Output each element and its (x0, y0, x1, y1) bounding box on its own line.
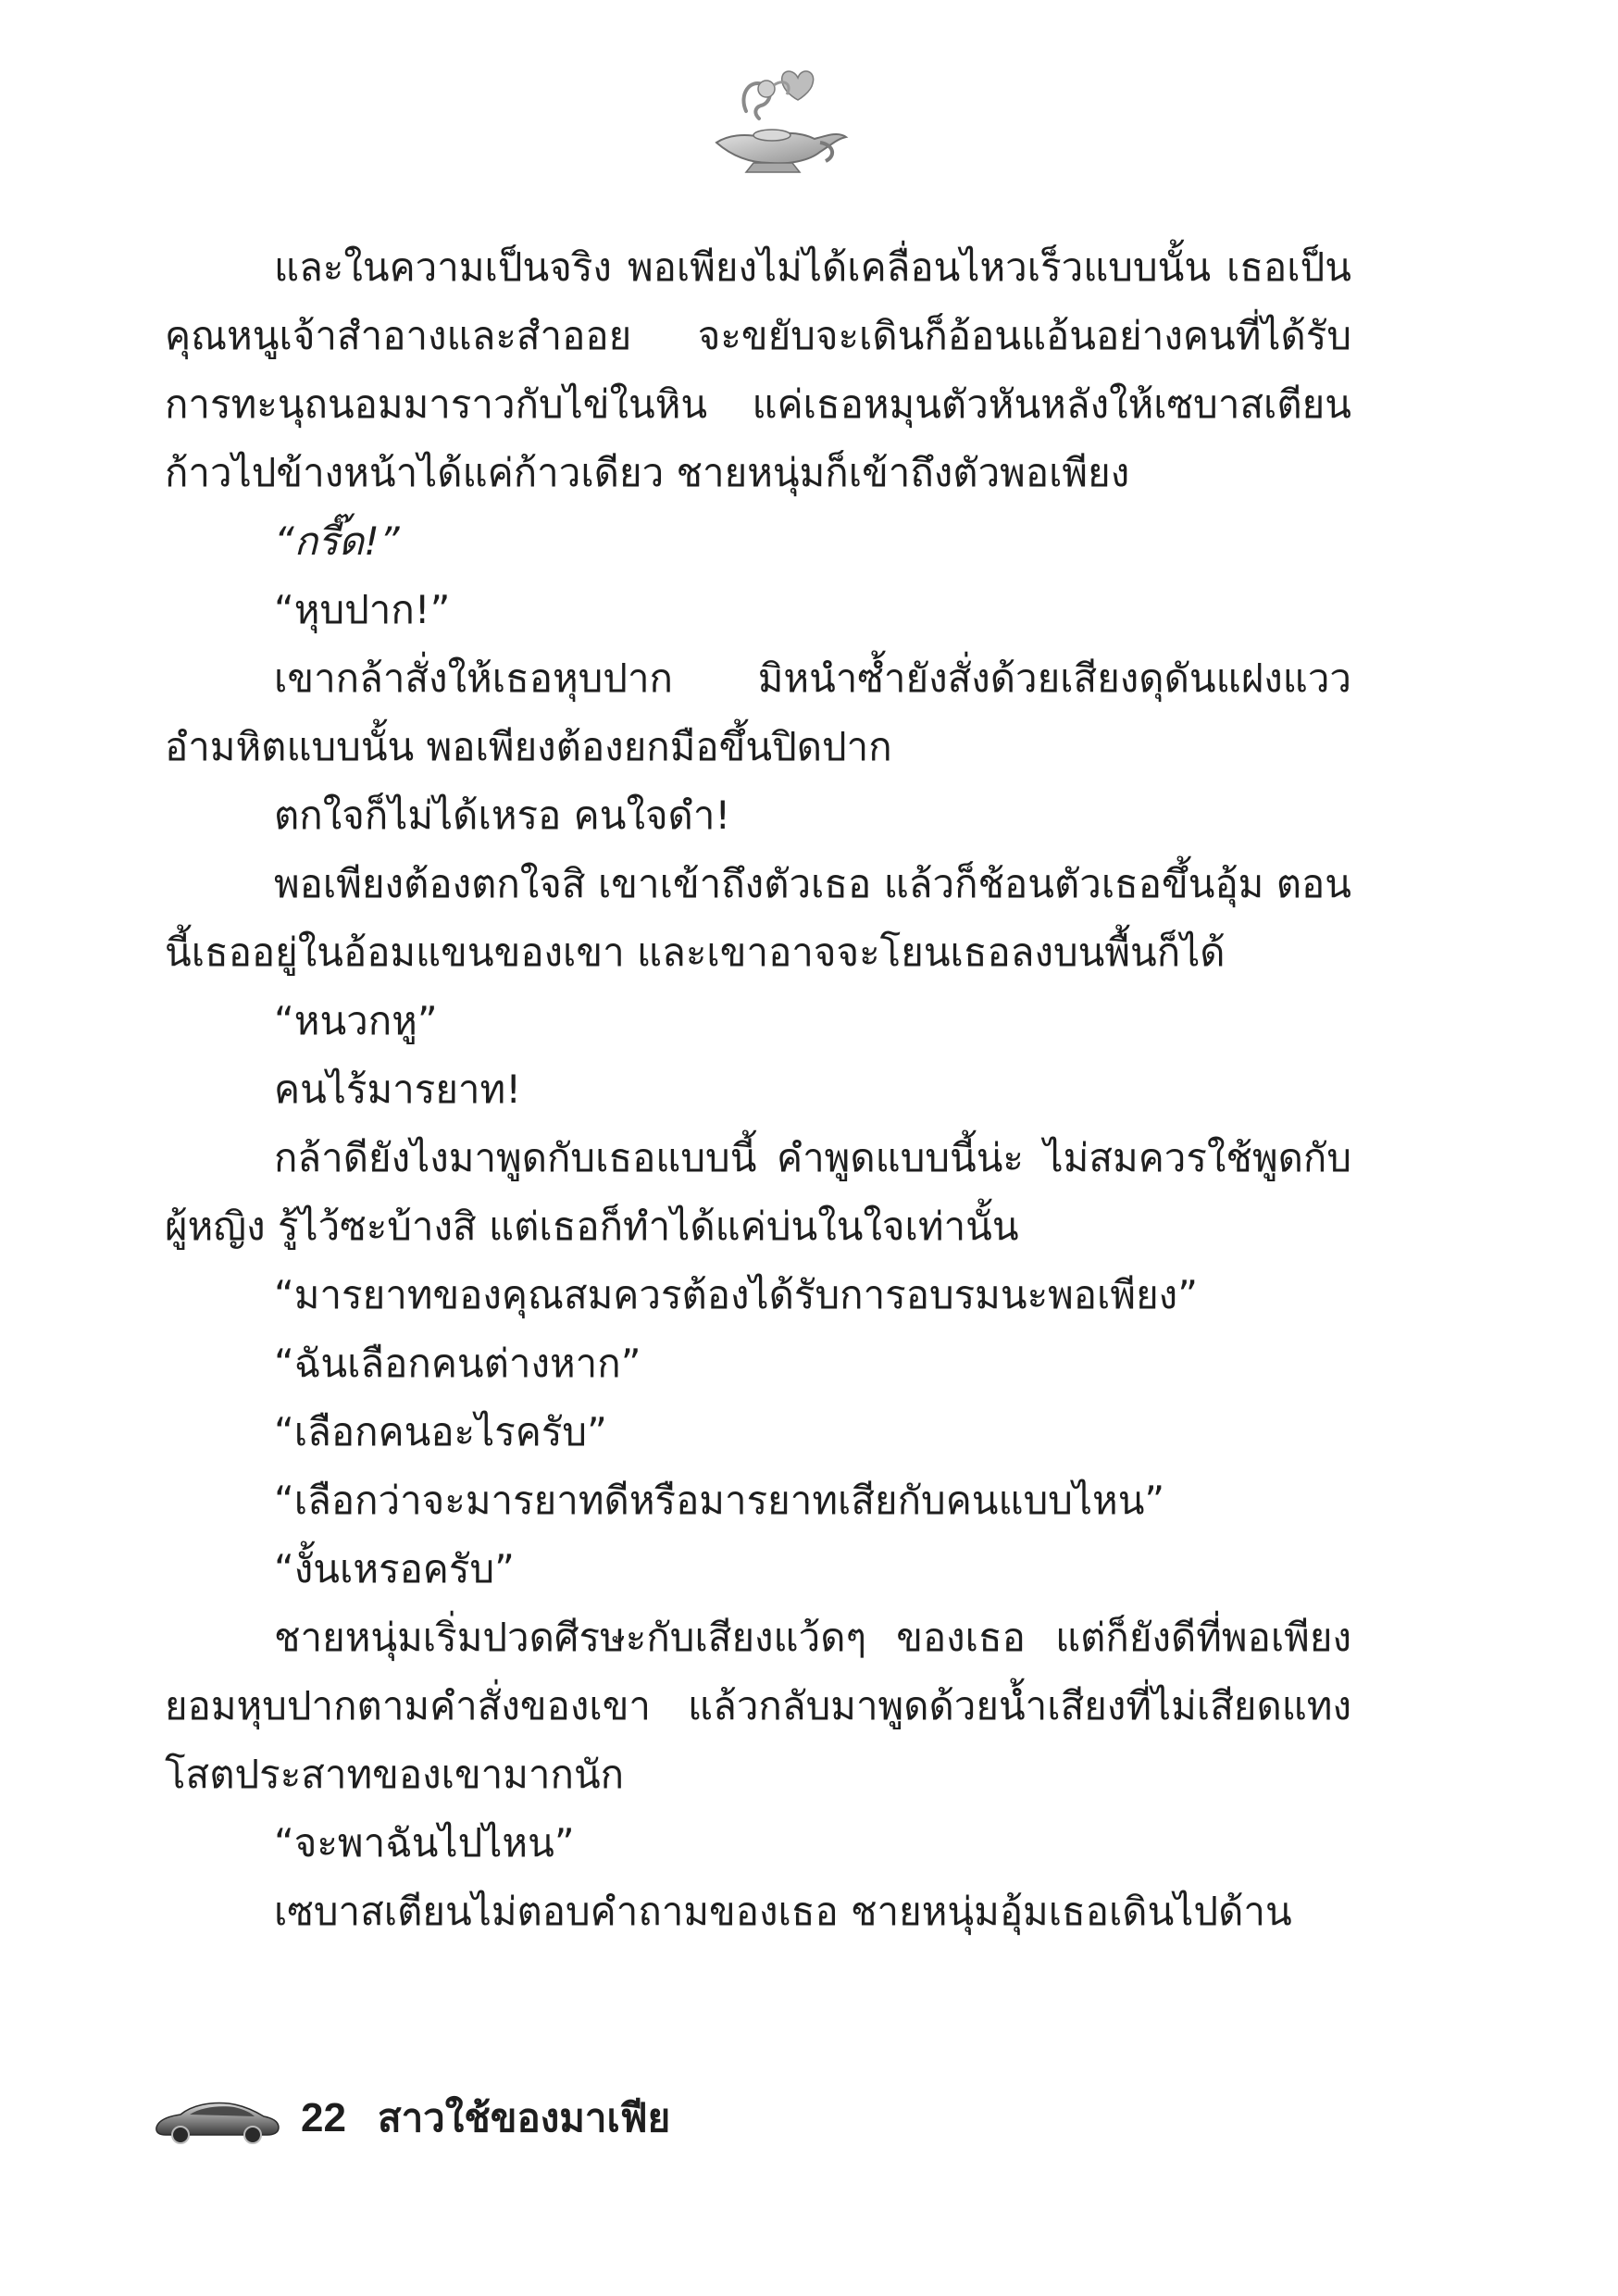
paragraph: “เลือกว่าจะมารยาทดีหรือมารยาทเสียกับคนแบบไหน” (274, 1478, 1165, 1523)
paragraph: เขากล้าสั่งให้เธอหุบปาก มิหนำซ้ำยังสั่งด้วยเสียงดุดันแฝงแววอำมหิตแบบนั้น พอเพียงต้องยกมือขึ้นปิดปาก (165, 655, 1351, 769)
paragraph: ชายหนุ่มเริ่มปวดศีรษะกับเสียงแว้ดๆ ของเธอ แต่ก็ยังดีที่พอเพียงยอมหุบปากตามคำสั่งของเขา แล้วกลับมาพูดด้วยน้ำเสียงที่ไม่เสียดแทงโสตประสาทของเขามากนัก (165, 1615, 1351, 1797)
paragraph: “หนวกหู” (274, 998, 438, 1043)
paragraph: “มารยาทของคุณสมควรต้องได้รับการอบรมนะพอเพียง” (274, 1272, 1198, 1317)
paragraph: “งั้นเหรอครับ” (274, 1546, 515, 1591)
paragraph: “ฉันเลือกคนต่างหาก” (274, 1341, 641, 1386)
genie-lamp-icon (689, 57, 855, 178)
paragraph: และในความเป็นจริง พอเพียงไม่ได้เคลื่อนไหวเร็วแบบนั้น เธอเป็นคุณหนูเจ้าสำอางและสำออย จะขยับจะเดินก็อ้อนแอ้นอย่างคนที่ได้รับการทะนุถนอมมาราวกับไข่ในหิน แค่เธอหมุนตัวหันหลังให้เซบาสเตียน ก้าวไปข้างหน้าได้แค่ก้าวเดียว ชายหนุ่มก็เข้าถึงตัวพอเพียง (165, 244, 1351, 495)
paragraph: พอเพียงต้องตกใจสิ เขาเข้าถึงตัวเธอ แล้วก็ช้อนตัวเธอขึ้นอุ้ม ตอนนี้เธออยู่ในอ้อมแขนของเขา และเขาอาจจะโยนเธอลงบนพื้นก็ได้ (165, 861, 1351, 975)
body-text (165, 233, 1351, 1946)
page-number: 22 (301, 2095, 346, 2140)
paragraph: “หุบปาก!” (274, 587, 451, 632)
paragraph: “เลือกคนอะไรครับ” (274, 1409, 607, 1454)
paragraph: เซบาสเตียนไม่ตอบคำถามของเธอ ชายหนุ่มอุ้มเธอเดินไปด้าน (274, 1889, 1292, 1934)
paragraph: คนไร้มารยาท! (274, 1067, 522, 1112)
paragraph: “จะพาฉันไปไหน” (274, 1820, 575, 1866)
book-title: สาวใช้ของมาเฟีย (377, 2095, 671, 2140)
sports-car-icon (153, 2090, 280, 2146)
paragraph: “กรี๊ด!” (274, 518, 400, 564)
paragraph: กล้าดียังไงมาพูดกับเธอแบบนี้ คำพูดแบบนี้น่ะ ไม่สมควรใช้พูดกับผู้หญิง รู้ไว้ซะบ้างสิ แต่เธอก็ทำได้แค่บ่นในใจเท่านั้น (165, 1135, 1351, 1249)
paragraph: ตกใจก็ไม่ได้เหรอ คนใจดำ! (274, 792, 731, 838)
page-footer (153, 2081, 670, 2155)
